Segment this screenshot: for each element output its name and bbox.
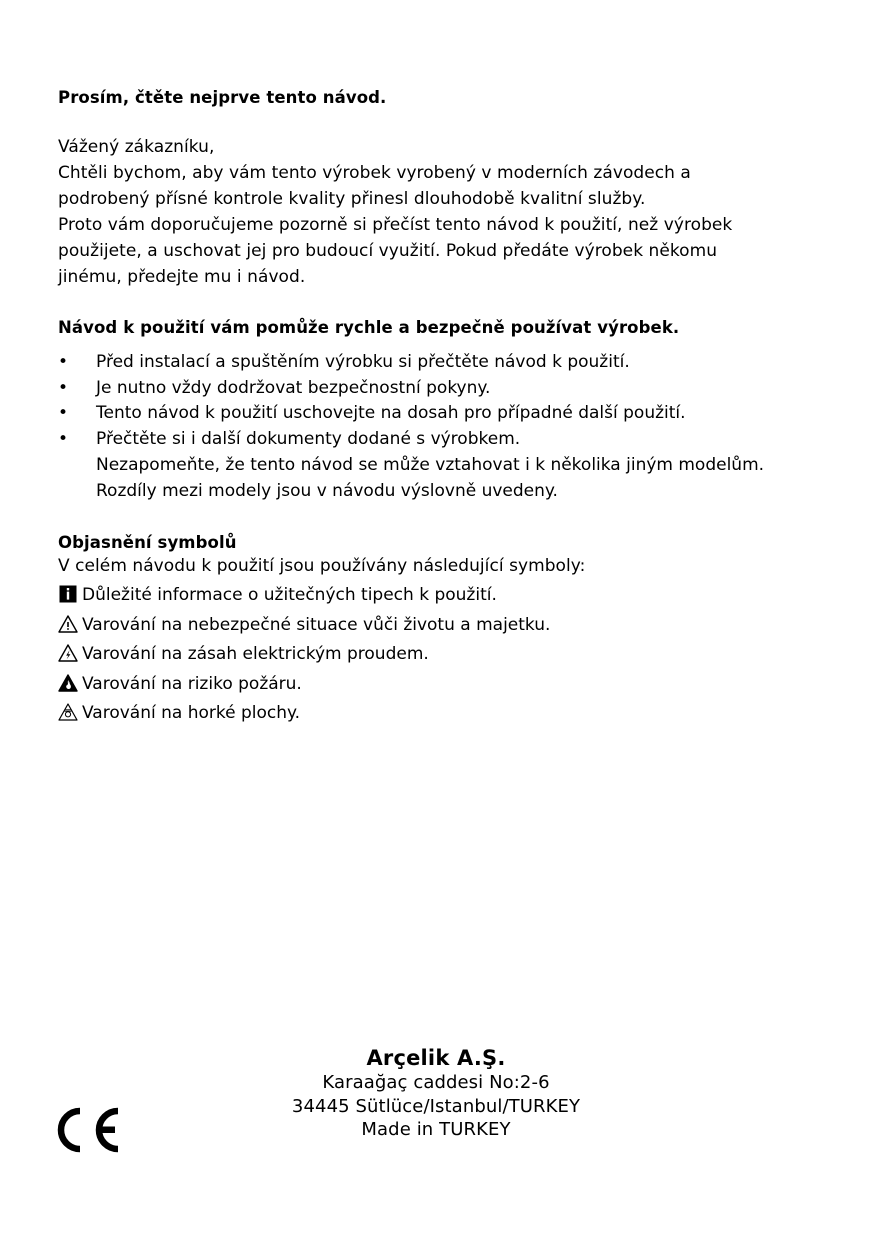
info-icon xyxy=(58,584,80,604)
list-item-text xyxy=(96,427,818,504)
company-address-line-1: Karaağaç caddesi No:2-6 xyxy=(322,1072,550,1094)
bullet-icon: • xyxy=(58,377,69,398)
intro-line-4: Proto vám doporučujeme pozorně si přečíst tento návod k použití, než výrobek xyxy=(58,214,733,235)
symbols-intro-line: V celém návodu k použití jsou používány následující symboly: xyxy=(58,556,586,577)
symbols-intro xyxy=(58,554,818,580)
symbol-entry-hot-surface xyxy=(58,700,818,728)
list-item-text xyxy=(96,376,818,402)
hot-surface-icon xyxy=(58,702,80,722)
ce-mark-icon xyxy=(54,1105,124,1155)
list-item xyxy=(58,427,818,504)
company-address-line-2: 34445 Sütlüce/Istanbul/TURKEY xyxy=(291,1095,581,1117)
symbol-text: Varování na horké plochy. xyxy=(82,703,301,724)
intro-line-6: jinému, předejte mu i návod. xyxy=(58,266,306,287)
spacer xyxy=(58,505,818,531)
list-item-line: Rozdíly mezi modely jsou v návodu výslovně uvedeny. xyxy=(96,480,558,501)
list-item-line: Přečtěte si i další dokumenty dodané s výrobkem. xyxy=(96,429,521,450)
bullet-icon: • xyxy=(58,403,69,424)
intro-heading: Prosím, čtěte nejprve tento návod. xyxy=(58,88,387,107)
list-item xyxy=(58,401,818,427)
usage-heading: Návod k použití vám pomůže rychle a bezpečně používat výrobek. xyxy=(58,318,680,338)
intro-paragraph xyxy=(58,135,818,290)
list-item-line: Tento návod k použití uschovejte na dosah pro případné další použití. xyxy=(96,403,686,424)
intro-line-3: podrobený přísné kontrole kvality přinesl dlouhodobě kvalitní služby. xyxy=(58,189,646,210)
list-item xyxy=(58,350,818,376)
list-item-text xyxy=(96,350,818,376)
intro-line-5: použijete, a uschovat jej pro budoucí využití. Pokud předáte výrobek někomu xyxy=(58,240,718,261)
symbol-entry-fire xyxy=(58,671,818,699)
document-body xyxy=(58,86,818,728)
symbol-entry-electric xyxy=(58,641,818,669)
company-name: Arçelik A.Ş. xyxy=(366,1046,506,1070)
intro-line-1: Vážený zákazníku, xyxy=(58,137,215,158)
spacer xyxy=(58,109,818,135)
symbol-text: Varování na nebezpečné situace vůči životu a majetku. xyxy=(82,614,551,635)
intro-line-2: Chtěli bychom, aby vám tento výrobek vyrobený v moderních závodech a xyxy=(58,163,691,184)
bullet-icon: • xyxy=(58,429,69,450)
list-item-line: Nezapomeňte, že tento návod se může vztahovat i k několika jiným modelům. xyxy=(96,455,765,476)
made-in-label: Made in TURKEY xyxy=(361,1119,511,1141)
symbol-entry-info xyxy=(58,582,818,610)
symbols-heading: Objasnění symbolů xyxy=(58,532,237,552)
footer-block xyxy=(0,1045,872,1141)
symbol-text: Varování na riziko požáru. xyxy=(82,673,302,694)
electric-shock-icon xyxy=(58,643,80,663)
list-item xyxy=(58,376,818,402)
spacer xyxy=(58,290,818,316)
warning-triangle-icon xyxy=(58,614,80,634)
list-item-line: Před instalací a spuštěním výrobku si přečtěte návod k použití. xyxy=(96,351,630,372)
bullet-icon: • xyxy=(58,351,69,372)
fire-hazard-icon xyxy=(58,673,80,693)
symbol-text: Důležité informace o užitečných tipech k použití. xyxy=(82,585,497,606)
list-item-text xyxy=(96,401,818,427)
symbol-entry-warning xyxy=(58,612,818,640)
spacer xyxy=(58,340,818,350)
list-item-line: Je nutno vždy dodržovat bezpečnostní pokyny. xyxy=(96,377,491,398)
symbol-text: Varování na zásah elektrickým proudem. xyxy=(82,644,429,665)
usage-bullet-list xyxy=(58,350,818,505)
